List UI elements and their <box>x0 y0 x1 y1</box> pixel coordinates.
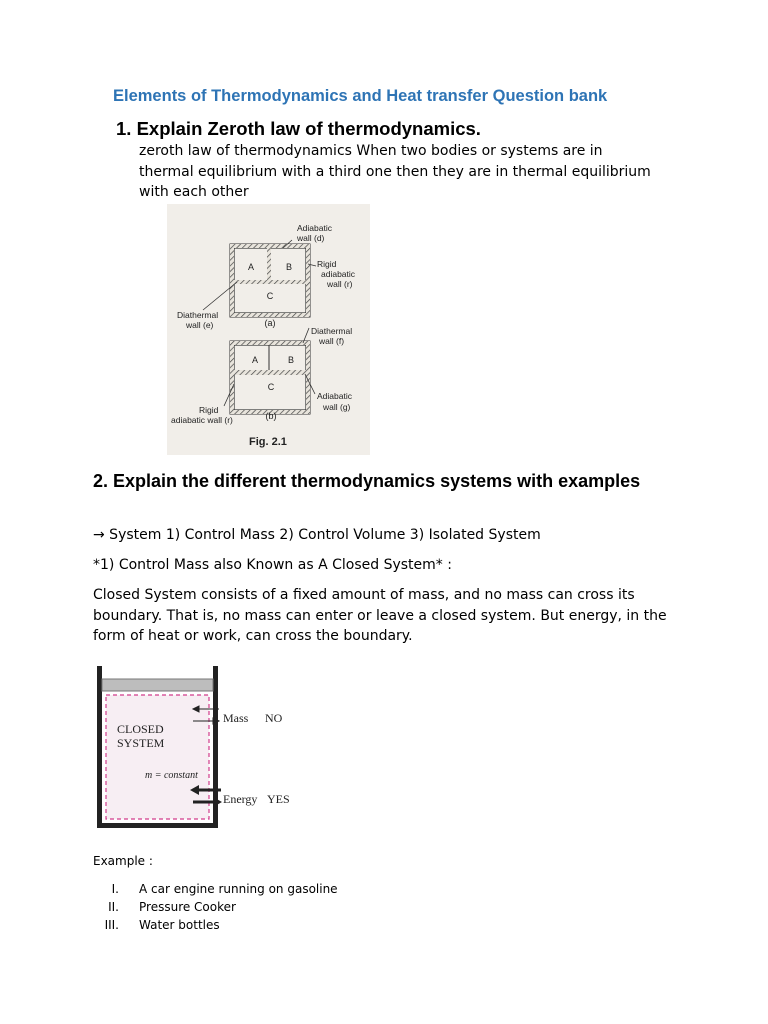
list-item-number: II. <box>108 900 119 914</box>
systems-list-line: → System 1) Control Mass 2) Control Volume 3) Isolated System <box>93 527 541 543</box>
question-2-heading: 2. Explain the different thermodynamics systems with examples <box>93 471 641 491</box>
figure-caption: Fig. 2.1 <box>249 436 287 448</box>
label-adiabatic-g-1: Adiabatic <box>317 391 352 401</box>
closed-system-figure <box>93 662 308 830</box>
system-region <box>106 695 209 819</box>
label-adiabatic-wall-d-2: wall (d) <box>297 233 325 243</box>
label-b-2: B <box>287 355 295 365</box>
zeroth-law-figure <box>167 204 370 455</box>
control-mass-title: *1) Control Mass also Known as A Closed System* : <box>93 557 452 573</box>
document-title: Elements of Thermodynamics and Heat transfer Question bank <box>113 87 608 105</box>
list-item-text: Pressure Cooker <box>139 900 236 914</box>
label-a-2: A <box>251 355 259 365</box>
label-diathermal-e-2: wall (e) <box>186 320 214 330</box>
label-rigid-adiabatic-r-2: adiabatic <box>321 269 356 279</box>
example-label: Example : <box>93 854 153 868</box>
list-item-number: III. <box>104 918 119 932</box>
piston <box>102 679 213 691</box>
label-adiabatic-wall-d-1: Adiabatic <box>297 223 332 233</box>
label-adiabatic-g-2: wall (g) <box>323 402 351 412</box>
label-rigid-adiabatic-r-1: Rigid <box>317 259 337 269</box>
list-item-text: Water bottles <box>139 918 220 932</box>
list-item-text: A car engine running on gasoline <box>139 882 338 896</box>
label-rigid-adiabatic-r2-1: Rigid <box>199 405 219 415</box>
label-sub-b: (b) <box>265 411 277 421</box>
label-diathermal-f-2: wall (f) <box>319 336 345 346</box>
label-diathermal-f-1: Diathermal <box>311 326 353 336</box>
question-1-heading: 1. Explain Zeroth law of thermodynamics. <box>116 118 481 139</box>
m-constant-label: m = constant <box>145 770 198 781</box>
no-label: NO <box>265 711 283 725</box>
label-c-2: C <box>267 382 275 392</box>
label-a: A <box>247 262 255 272</box>
energy-label: Energy <box>223 792 258 806</box>
label-b: B <box>285 262 293 272</box>
label-c: C <box>266 291 274 301</box>
label-sub-a: (a) <box>264 318 276 328</box>
yes-label: YES <box>267 792 290 806</box>
container-bottom-wall <box>97 823 218 828</box>
closed-label: CLOSED <box>117 722 164 736</box>
closed-system-paragraph: Closed System consists of a fixed amount of mass, and no mass can cross its boundary. That is, no mass can enter or leave a closed system. But energy, in the form of heat or work, can cross the boundary. <box>93 587 667 644</box>
label-diathermal-e-1: Diathermal <box>177 310 219 320</box>
list-item-number: I. <box>111 882 119 896</box>
question-1-answer: zeroth law of thermodynamics When two bodies or systems are in thermal equilibrium with a third one then they are in thermal equilibrium with each other <box>139 143 651 200</box>
container-left-wall <box>97 666 102 828</box>
label-rigid-adiabatic-r2-2: adiabatic wall (r) <box>171 415 233 425</box>
system-label: SYSTEM <box>117 736 165 750</box>
label-rigid-adiabatic-r-3: wall (r) <box>327 279 353 289</box>
mass-label: Mass <box>223 711 249 725</box>
